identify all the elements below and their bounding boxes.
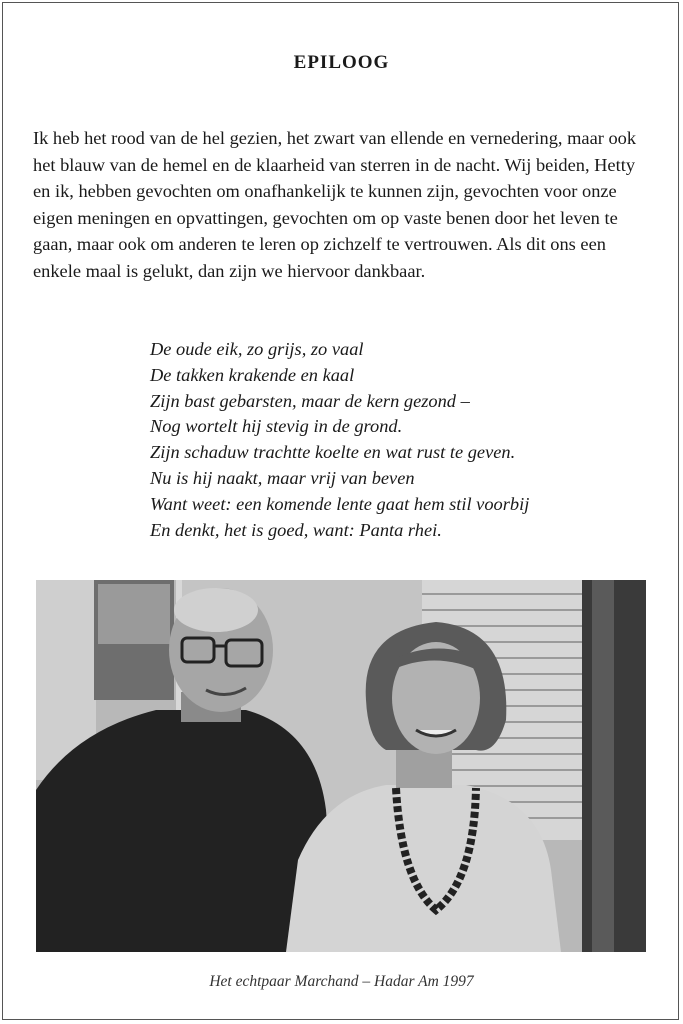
poem-line: Want weet: een komende lente gaat hem stil voorbij	[150, 493, 530, 514]
couple-photo	[36, 580, 646, 952]
poem-line: Nu is hij naakt, maar vrij van beven	[150, 467, 415, 488]
poem	[150, 337, 630, 543]
poem-line: Zijn bast gebarsten, maar de kern gezond –	[150, 390, 470, 411]
couple-photo-illustration	[36, 580, 646, 952]
poem-line: De takken krakende en kaal	[150, 364, 355, 385]
poem-line: En denkt, het is goed, want: Panta rhei.	[150, 519, 442, 540]
epilogue-paragraph	[33, 125, 653, 284]
poem-line: Nog wortelt hij stevig in de grond.	[150, 416, 403, 437]
paragraph-text: Ik heb het rood van de hel gezien, het zwart van ellende en vernedering, maar ook het blauw van de hemel en de klaarheid van sterren in de nacht. Wij beiden, Hetty en ik, hebben gevochten om onafhankelijk te kunnen zijn, gevochten voor onze eigen meningen en opvattingen, gevochten om op vaste benen door het leven te gaan, maar ook om anderen te leren op zichzelf te vertrouwen. Als dit ons een enkele maal is gelukt, dan zijn we hiervoor dankbaar.	[33, 128, 637, 281]
poem-line: De oude eik, zo grijs, zo vaal	[150, 339, 364, 359]
poem-line: Zijn schaduw trachtte koelte en wat rust te geven.	[150, 442, 516, 463]
page-title: EPILOOG	[293, 52, 390, 73]
photo-caption: Het echtpaar Marchand – Hadar Am 1997	[209, 973, 474, 990]
